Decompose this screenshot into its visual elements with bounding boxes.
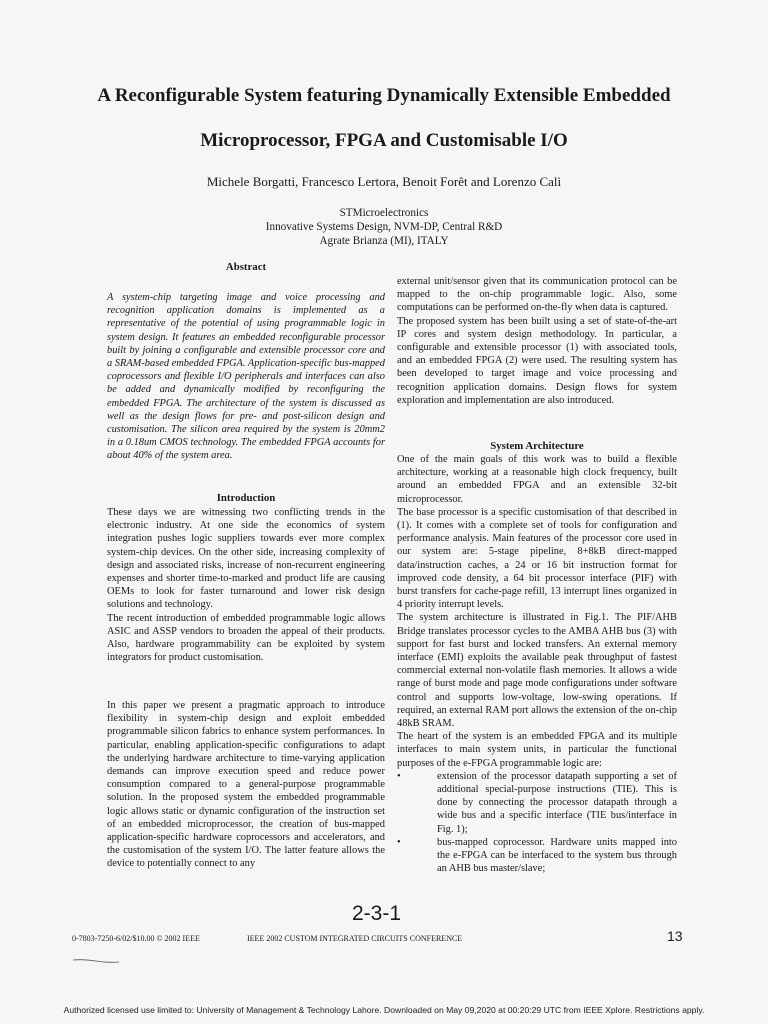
abstract-heading: Abstract: [225, 261, 267, 273]
bullet-item-datapath: [397, 770, 677, 836]
license-notice: Authorized licensed use limited to: University of Management & Technology Lahore. Downloaded on May 09,2020 at 00:20:29 UTC from IEEE Xplore. Restrictions apply.: [63, 1005, 705, 1015]
page-code: 2-3-1: [352, 902, 402, 925]
introduction-paragraph-1: These days we are witnessing two conflicting trends in the electronic industry. At one side the economics of system integration pushes logic suppliers towards ever more complex system-chip devices. On the other side, increasing complexity of design and associated risks, increase of non-recurrent engineering expenses and shorter time-to-marked and product life are causing OEMs to look for faster turnaround and lower risk design solutions and technology.: [107, 507, 385, 611]
architecture-paragraph-2: The base processor is a specific customisation of that described in (1). It comes with a complete set of tools for configuration and performance analysis. Main features of the processor core used in our system are: 5-stage pipeline, 8+8kB direct-mapped data/instruction caches, a 24 or 16 bit instruction format for improved code density, a 64 bit processor interface (PIF) with burst transfers for cache-page refill, 13 interrupt lines organized in 4 priority interrupt levels.: [397, 506, 677, 611]
introduction-paragraph-3: In this paper we present a pragmatic approach to introduce flexibility in system-chip design and exploit embedded programmable silicon fabrics to enhance system performances. In particular, enabling application-specific configurations to adapt the underlying hardware architecture to time-varying application demands can improve execution speed and reduce power consumption compared to a general-purpose programmable solution. In the proposed system the embedded programmable logic allows static or dynamic configuration of the instruction set of an embedded microprocessor, the creation of bus-mapped application-specific hardware coprocessors and accelerators, and the customisation of the system I/O. The latter feature allows the device to potentially connect to any: [107, 700, 385, 870]
introduction-body: [107, 506, 385, 664]
abstract-text: A system-chip targeting image and voice processing and recognition application domains is implemented as a representative of the potential of using programmable logic in system design. It features an embedded reconfigurable processor built by joining a configurable and extensible processor core and a SRAM-based embedded FPGA. Application-specific bus-mapped coprocessors and flexible I/O peripherals and interfaces can also be added and dynamically modified by reconfiguring the embedded FPGA. The architecture of the system is discussed as well as the design flows for pre- and post-silicon design and customisation. The silicon area required by the system is 20mm2 in a 0.18um CMOS technology. The embedded FPGA accounts for about 40% of the system area.: [107, 292, 385, 462]
page-number: 13: [667, 928, 683, 944]
introduction-heading: Introduction: [216, 492, 276, 504]
system-architecture-heading: System Architecture: [490, 440, 584, 452]
pen-mark-icon: [72, 958, 120, 964]
affiliation-location: Agrate Brianza (MI), ITALY: [319, 235, 449, 247]
bullet-item-coprocessor: [397, 836, 677, 876]
right-column-top: [397, 275, 677, 407]
paper-title-line-2: Microprocessor, FPGA and Customisable I/O: [200, 130, 568, 151]
architecture-paragraph-1: One of the main goals of this work was to build a flexible architecture, working at a reasonable high clock frequency, built around an embedded FPGA and an extensible 32-bit microprocessor.: [397, 454, 677, 505]
architecture-paragraph-4: The heart of the system is an embedded FPGA and its multiple interfaces to main system units, in particular the functional purposes of the e-FPGA programmable logic are:: [397, 731, 677, 769]
copyright-notice: 0-7803-7250-6/02/$10.00 © 2002 IEEE: [72, 934, 200, 943]
affiliation-company: STMicroelectronics: [339, 207, 429, 219]
bullet-text-coprocessor: bus-mapped coprocessor. Hardware units mapped into the e-FPGA can be interfaced to the system bus through an AHB bus master/slave;: [437, 836, 677, 875]
affiliation: [0, 206, 768, 248]
introduction-paragraph-2: The recent introduction of embedded programmable logic allows ASIC and ASSP vendors to broaden the appeal of their products. Also, hardware programmability can be exploited by system integrators for product customisation.: [107, 612, 385, 664]
continuation-paragraph: external unit/sensor given that its communication protocol can be mapped to the on-chip programmable logic. Also, some computations can be performed on-the-fly when data is captured.: [397, 276, 677, 314]
affiliation-department: Innovative Systems Design, NVM-DP, Central R&D: [265, 221, 503, 233]
bullet-text-datapath: extension of the processor datapath supporting a set of additional special-purpose instructions (TIE). This is done by connecting the processor datapath through a wide bus and a specific interface (TIE bus/interface in Fig. 1);: [437, 770, 677, 835]
bullet-icon: •: [397, 836, 401, 848]
paper-title-line-1: A Reconfigurable System featuring Dynamically Extensible Embedded: [97, 85, 671, 106]
system-architecture-body: [397, 453, 677, 876]
architecture-paragraph-3: The system architecture is illustrated in Fig.1. The PIF/AHB Bridge translates processor cycles to the AMBA AHB bus (3) with support for fast burst and locked transfers. An external memory interface (EMI) exploits the available peak throughput of fastest commercial external non-volatile flash memories. It allows a wide range of burst mode and page mode configurations under software control and supports low-voltage, low-swing operations. If required, an external RAM port allows the extension of the on-chip 48kB SRAM.: [397, 612, 677, 730]
bullet-icon: •: [397, 770, 401, 782]
authors: Michele Borgatti, Francesco Lertora, Benoit Forêt and Lorenzo Calì: [206, 174, 562, 189]
system-overview-paragraph: The proposed system has been built using a set of state-of-the-art IP cores and system design methodology. In particular, a configurable and extensible processor (1) with associated tools, and an embedded FPGA (2) were used. The resulting system has been developed to target image and voice processing and recognition application domains. Design flows for system exploration and implementation are also introduced.: [397, 315, 677, 406]
conference-name: IEEE 2002 CUSTOM INTEGRATED CIRCUITS CONFERENCE: [247, 934, 463, 943]
